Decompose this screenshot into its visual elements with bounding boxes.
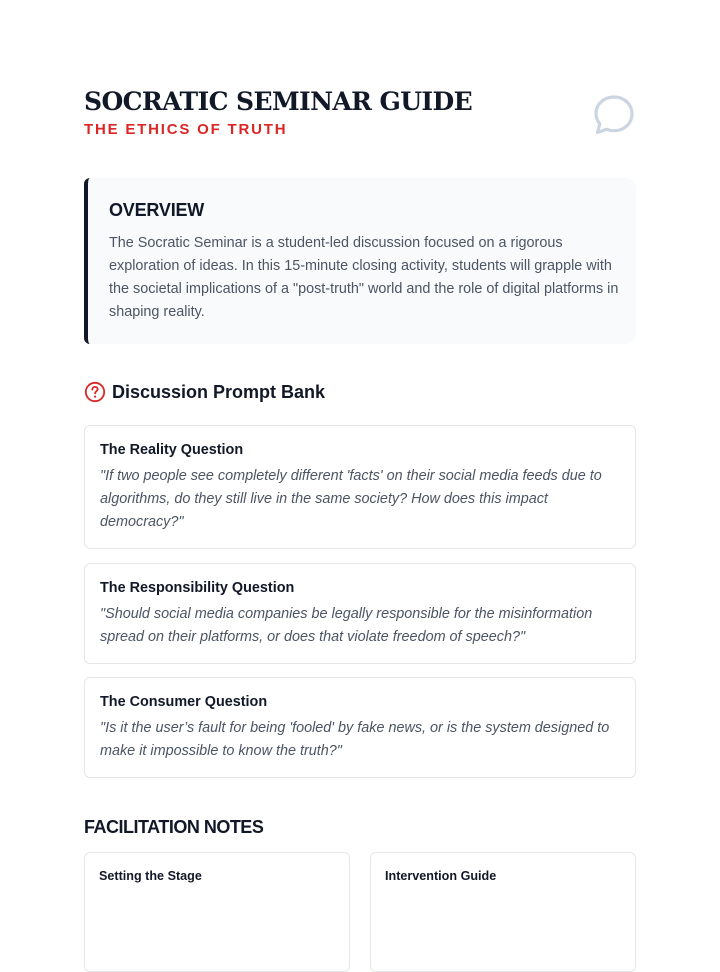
prompt-bank-title: Discussion Prompt Bank [112,382,326,402]
overview-heading: OVERVIEW [109,200,205,220]
document-header [84,86,636,146]
prompt-title: The Consumer Question [100,694,268,710]
overview-panel [84,178,636,344]
prompt-card-responsibility [84,563,636,664]
prompt-title: The Responsibility Question [100,580,295,596]
note-card-intervention-guide [370,852,636,972]
facilitation-notes-title: FACILITATION NOTES [84,817,264,837]
prompt-bank-header [84,380,636,404]
prompt-card-consumer [84,677,636,778]
note-title: Intervention Guide [385,869,497,883]
prompt-quote: "If two people see completely different 'facts' on their social media feeds due to algorithms, do they still live in the same society? How does this impact democracy?" [100,468,602,530]
note-title: Setting the Stage [99,869,202,883]
overview-text: The Socratic Seminar is a student-led discussion focused on a rigorous exploration of ideas. In this 15-minute closing activity, students will grapple with the societal implications of a "post-truth" world and the role of digital platforms in shaping reality. [109,235,619,320]
question-circle-icon [84,381,106,403]
prompt-quote: "Should social media companies be legally responsible for the misinformation spread on their platforms, or does that violate freedom of speech?" [100,606,593,645]
prompt-quote: "Is it the user’s fault for being 'fooled' by fake news, or is the system designed to make it impossible to know the truth?" [100,720,610,759]
document-subtitle: THE ETHICS OF TRUTH [84,121,288,138]
document-title: SOCRATIC SEMINAR GUIDE [84,87,473,116]
note-card-setting-the-stage [84,852,350,972]
prompt-card-reality [84,425,636,549]
prompt-title: The Reality Question [100,442,244,458]
chat-bubble-icon [592,93,636,137]
